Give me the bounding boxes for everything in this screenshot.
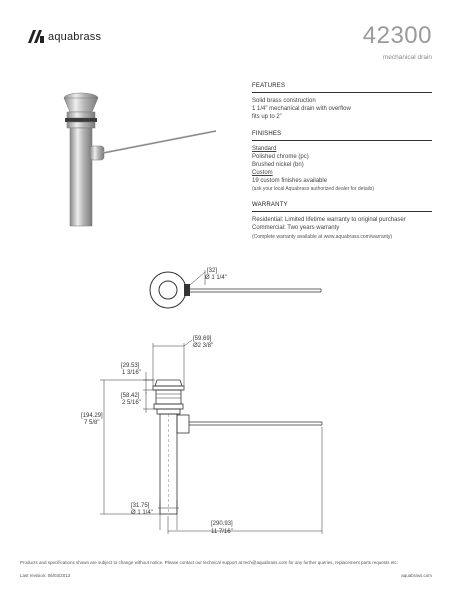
finish-custom-line: 19 custom finishes available	[252, 178, 328, 184]
website-link[interactable]: aquabrass.com	[401, 573, 432, 578]
warranty-title: WARRANTY	[252, 202, 288, 208]
features-line: 1 1/4" mechanical drain with overflow	[252, 106, 351, 112]
features-title: FEATURES	[252, 83, 286, 89]
features-line: fits up to 2"	[252, 114, 282, 120]
dim-body-inch: 2 5/16"	[122, 400, 141, 406]
dim-total-mm: [194.29]	[81, 413, 103, 419]
dim-tail-mm: [31.75]	[131, 503, 150, 509]
brand-name: aquabrass	[48, 30, 102, 43]
finishes-standard-label: Standard	[252, 146, 277, 152]
finish-option: Brushed nickel (bn)	[252, 162, 304, 168]
finish-option: Polished chrome (pc)	[252, 154, 309, 160]
warranty-line: Residential: Limited lifetime warranty to original purchaser	[252, 217, 406, 223]
top-view-drawing	[150, 270, 321, 308]
dim-rod-mm: [290.93]	[211, 521, 233, 527]
features-line: Solid brass construction	[252, 98, 316, 104]
footer-disclaimer: Products and specifications shown are subject to change without notice. Please contact our technical support at tech@aquabrass.com for any further queries, replacement parts requests etc.	[20, 560, 399, 565]
dim-cap-inch: 1 3/16"	[122, 370, 141, 376]
dim-cap-mm: [29.53]	[121, 363, 140, 369]
dim-rod-inch: 11 7/16"	[211, 529, 233, 535]
revision-date: Last revision: 06/03/2013	[20, 573, 71, 578]
dim-top-mm: [32]	[207, 268, 218, 274]
finishes-title: FINISHES	[252, 131, 282, 137]
dim-flange-inch: Ø2 3/8"	[193, 343, 214, 349]
product-photo	[64, 93, 216, 226]
dim-tail-inch: Ø 1 1/4"	[131, 510, 153, 516]
dim-flange-mm: [59.69]	[193, 336, 212, 342]
warranty-line: Commercial: Two years warranty	[252, 225, 340, 231]
product-subtitle: mechanical drain	[382, 54, 432, 61]
model-number: 42300	[362, 22, 432, 49]
side-view-drawing	[153, 380, 322, 514]
warranty-note: (Complete warranty available at www.aquabrass.com/warranty)	[252, 234, 393, 240]
finish-custom-note: (ask your local Aquabrass authorized dealer for details)	[252, 186, 375, 192]
dim-body-mm: [58.42]	[121, 393, 140, 399]
dim-total-inch: 7 5/8"	[84, 420, 100, 426]
finishes-custom-label: Custom	[252, 170, 273, 176]
dim-top-inch: Ø 1 1/4"	[205, 275, 227, 281]
